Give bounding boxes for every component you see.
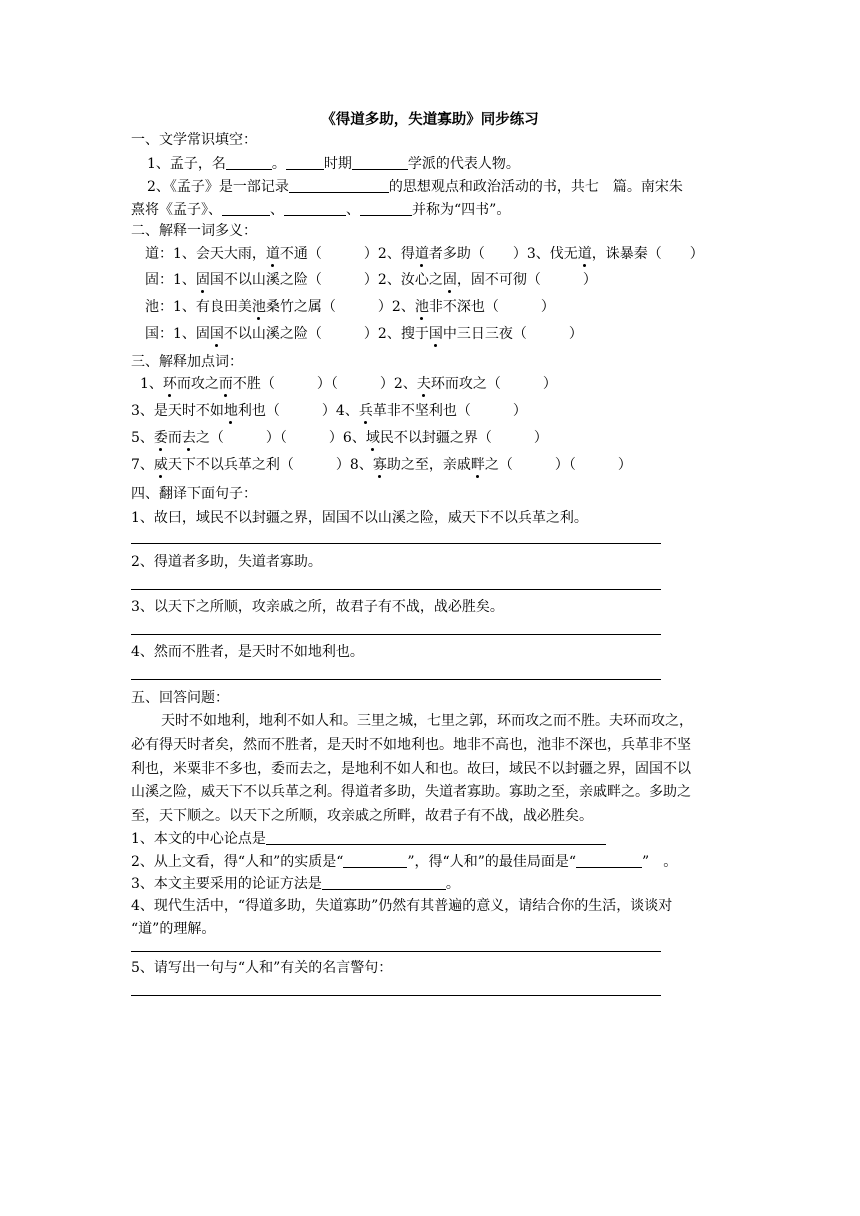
- section-3-heading: 三、解释加点词：: [131, 354, 243, 370]
- dotted-keyword: 域: [365, 430, 380, 446]
- text-fragment: ”，得“人和”的最佳局面是“: [407, 854, 577, 870]
- text-fragment: 1、孟子，名: [147, 156, 226, 172]
- dotted-keyword: 道: [577, 246, 592, 262]
- text-fragment: 5、: [131, 430, 154, 446]
- text-fragment: ，固不可彻（ ）: [456, 272, 597, 288]
- answer-line[interactable]: [131, 634, 661, 635]
- dotted-word-row-2: [131, 402, 527, 420]
- s1-question-2: [147, 178, 683, 196]
- dotted-keyword: 环: [162, 376, 177, 392]
- blank-line[interactable]: [226, 155, 272, 170]
- dotted-keyword: 夫: [416, 376, 431, 392]
- dotted-word-row-4: [131, 456, 632, 474]
- text-fragment: 的思想观点和政治活动的书，共七 篇。南宋朱: [388, 179, 683, 195]
- dotted-word-row-1: [140, 375, 557, 393]
- text-fragment: 国不以山溪之险（ ）2、汝心之: [209, 272, 443, 288]
- blank-line[interactable]: [322, 875, 446, 890]
- page-title: 《得道多助，失道寡助》同步练习: [321, 111, 539, 128]
- text-fragment: 者多助（ ）3、伐无: [428, 246, 578, 262]
- text-fragment: 非不深也（ ）: [428, 299, 555, 315]
- blank-line[interactable]: [266, 830, 606, 845]
- text-fragment: 3、本文主要采用的论证方法是: [131, 876, 322, 892]
- text-fragment: 民不以封疆之界（ ）: [379, 430, 548, 446]
- text-fragment: 池：1、有良田美: [145, 299, 252, 315]
- answer-line[interactable]: [131, 995, 661, 996]
- text-fragment: 桑竹之属（ ）2、: [265, 299, 415, 315]
- text-fragment: 1、: [140, 376, 163, 392]
- passage-line-2: 必有得天时者矣，然而不胜者，是天时不如地利也。地非不高也，池非不深也，兵革非不坚: [131, 737, 691, 753]
- dotted-keyword: 池: [414, 299, 429, 315]
- translate-question-4: 4、然而不胜者，是天时不如地利也。: [131, 644, 364, 660]
- section-2-heading: 二、解释一词多义：: [131, 223, 257, 239]
- text-fragment: 道：1、会天大雨，: [145, 246, 266, 262]
- dotted-keyword: 地: [223, 403, 238, 419]
- text-fragment: 、: [270, 202, 284, 218]
- blank-line[interactable]: [576, 853, 642, 868]
- text-fragment: 时期: [323, 156, 352, 172]
- text-fragment: 学派的代表人物。: [407, 156, 520, 172]
- answer-line[interactable]: [131, 589, 661, 590]
- blank-line[interactable]: [343, 853, 407, 868]
- dotted-keyword: 寡: [372, 457, 387, 473]
- text-fragment: ” 。: [642, 854, 678, 870]
- section-1-heading: 一、文学常识填空：: [131, 132, 257, 148]
- text-fragment: 不以山溪之险（ ）2、搜于: [223, 326, 429, 342]
- answer-question-1: [131, 830, 606, 848]
- section-5-heading: 五、回答问题：: [131, 690, 229, 706]
- answer-question-5: 5、请写出一句与“人和”有关的名言警句：: [131, 960, 393, 976]
- dotted-word-row-3: [131, 429, 548, 447]
- text-fragment: 之（ ）（ ）6、: [195, 430, 366, 446]
- s1-question-2-cont: [131, 201, 510, 219]
- text-fragment: 革非不坚利也（ ）: [372, 403, 527, 419]
- dotted-keyword: 国: [209, 326, 224, 342]
- dotted-keyword: 去: [181, 430, 196, 446]
- answer-question-4: 4、现代生活中，“得道多助，失道寡助”仍然有其普遍的意义，请结合你的生活，谈谈对: [131, 898, 673, 914]
- answer-line[interactable]: [131, 543, 661, 544]
- dotted-keyword: 委: [153, 430, 168, 446]
- translate-question-2: 2、得道者多助，失道者寡助。: [131, 554, 322, 570]
- blank-line[interactable]: [286, 155, 324, 170]
- text-fragment: 固：1、: [145, 272, 196, 288]
- text-fragment: 7、: [131, 457, 154, 473]
- text-fragment: 、: [346, 202, 360, 218]
- passage-line-3: 利也，米粟非不多也，委而去之，是地利不如人和也。故曰，域民不以封疆之界，固国不以: [131, 761, 691, 777]
- blank-line[interactable]: [284, 201, 346, 216]
- text-fragment: 熹将《孟子》、: [131, 202, 222, 218]
- passage-line-1: 天时不如地利，地利不如人和。三里之城，七里之郭，环而攻之而不胜。夫环而攻之，: [161, 713, 693, 729]
- dotted-keyword: 兵: [358, 403, 373, 419]
- polysemy-row-dao: [145, 245, 704, 263]
- answer-line[interactable]: [131, 951, 661, 952]
- polysemy-row-chi: [145, 298, 555, 316]
- dotted-keyword: 威: [153, 457, 168, 473]
- blank-line[interactable]: [289, 178, 389, 193]
- text-fragment: 不通（ ）2、得: [279, 246, 415, 262]
- passage-line-4: 山溪之险，威天下不以兵革之利。得道者多助，失道者寡助。寡助之至，亲戚畔之。多助之: [131, 784, 691, 800]
- text-fragment: 1、本文的中心论点是: [131, 831, 266, 847]
- dotted-keyword: 而: [218, 376, 233, 392]
- translate-question-3: 3、以天下之所顺，攻亲戚之所，故君子有不战，战必胜矣。: [131, 599, 504, 615]
- text-fragment: 2、《孟子》是一部记录: [147, 179, 289, 195]
- text-fragment: 不胜（ ）（ ）2、: [232, 376, 417, 392]
- text-fragment: 环而攻之（ ）: [430, 376, 557, 392]
- s1-question-1: [147, 155, 520, 173]
- blank-line[interactable]: [360, 201, 412, 216]
- answer-line[interactable]: [131, 679, 661, 680]
- text-fragment: 而: [167, 430, 182, 446]
- dotted-keyword: 道: [414, 246, 429, 262]
- answer-question-2: [131, 853, 677, 871]
- passage-line-5: 至，天下顺之。以天下之所顺，攻亲戚之所畔，故君子有不战，战必胜矣。: [131, 808, 593, 824]
- text-fragment: 。: [271, 156, 286, 172]
- answer-question-3: [131, 875, 460, 893]
- dotted-keyword: 固: [195, 272, 210, 288]
- dotted-keyword: 固: [442, 272, 457, 288]
- dotted-keyword: 道: [265, 246, 280, 262]
- section-4-heading: 四、翻译下面句子：: [131, 486, 257, 502]
- text-fragment: 利也（ ）4、: [237, 403, 359, 419]
- text-fragment: 中三日三夜（ ）: [442, 326, 583, 342]
- translate-question-1: 1、故曰，域民不以封疆之界，固国不以山溪之险，威天下不以兵革之利。: [131, 510, 588, 526]
- text-fragment: 助之至，亲戚: [386, 457, 471, 473]
- blank-line[interactable]: [352, 155, 408, 170]
- text-fragment: 而攻之: [176, 376, 219, 392]
- text-fragment: 。: [445, 876, 460, 892]
- text-fragment: 之（ ）（ ）: [484, 457, 632, 473]
- text-fragment: ，诛暴秦（ ）: [591, 246, 704, 262]
- text-fragment: 国：1、固: [145, 326, 210, 342]
- text-fragment: 2、从上文看，得“人和”的实质是“: [131, 854, 344, 870]
- blank-line[interactable]: [222, 201, 270, 216]
- text-fragment: 并称为“四书”。: [412, 202, 511, 218]
- dotted-keyword: 池: [251, 299, 266, 315]
- answer-question-4-cont: “道”的理解。: [131, 921, 216, 937]
- polysemy-row-gu: [145, 271, 597, 289]
- polysemy-row-guo: [145, 325, 583, 343]
- dotted-keyword: 国: [428, 326, 443, 342]
- text-fragment: 天下不以兵革之利（ ）8、: [167, 457, 373, 473]
- text-fragment: 3、是天时不如: [131, 403, 224, 419]
- dotted-keyword: 畔: [470, 457, 485, 473]
